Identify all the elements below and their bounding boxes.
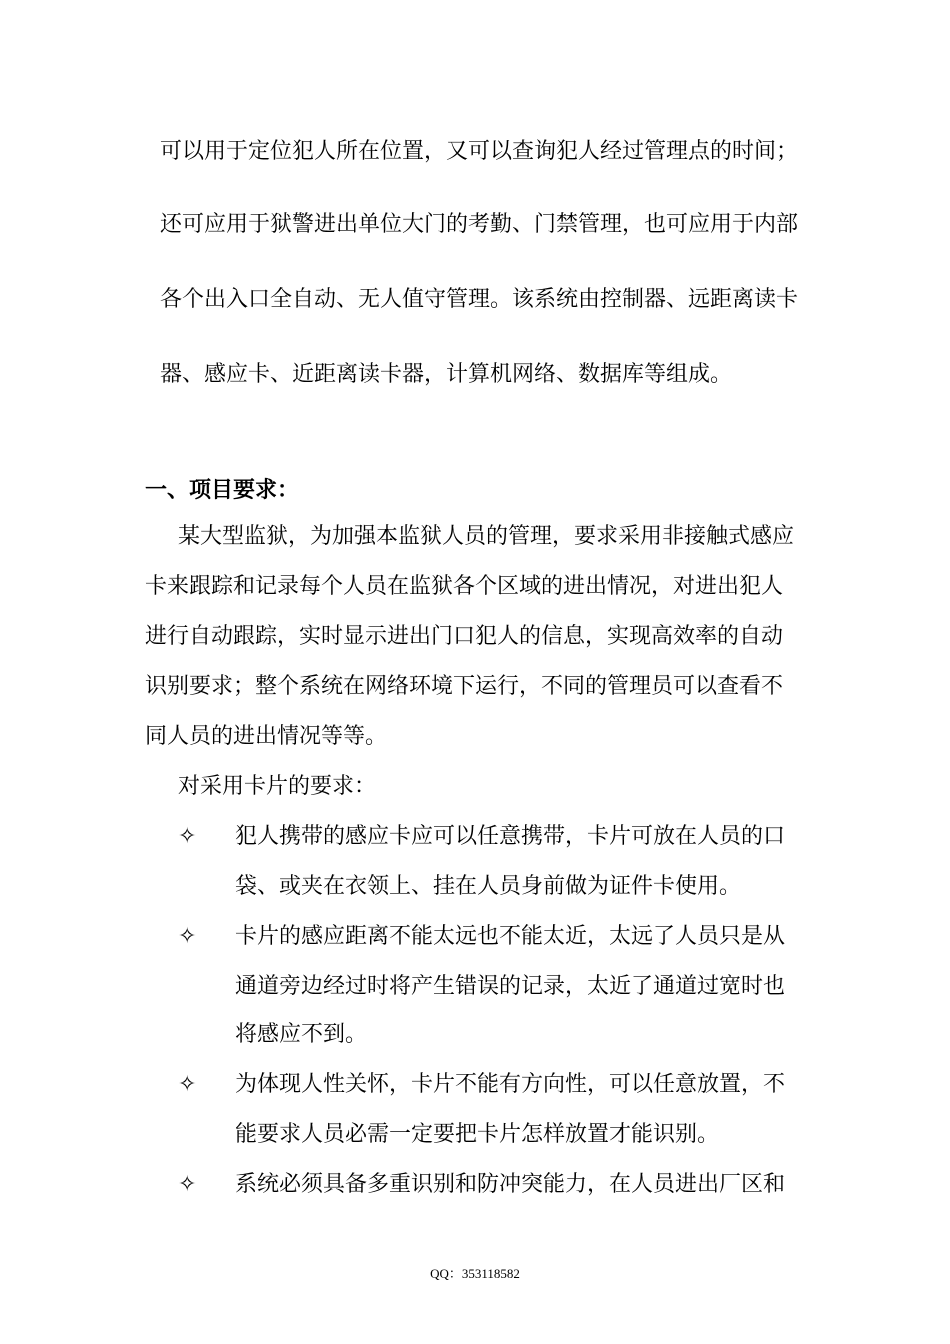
page-footer: QQ：353118582 (430, 1266, 520, 1281)
paragraph-line: 某大型监狱，为加强本监狱人员的管理，要求采用非接触式感应 (178, 524, 795, 549)
bullet-icon: ✧ (178, 1072, 197, 1097)
bullet-line: 将感应不到。 (235, 1022, 368, 1047)
intro-line: 器、感应卡、近距离读卡器，计算机网络、数据库等组成。 (160, 362, 733, 387)
intro-line: 各个出入口全自动、无人值守管理。该系统由控制器、远距离读卡 (160, 287, 799, 312)
bullet-line: 通道旁边经过时将产生错误的记录，太近了通道过宽时也 (235, 974, 786, 999)
bullet-line: 袋、或夹在衣领上、挂在人员身前做为证件卡使用。 (235, 874, 742, 899)
intro-line: 可以用于定位犯人所在位置，又可以查询犯人经过管理点的时间； (160, 139, 799, 164)
bullet-icon: ✧ (178, 1172, 197, 1197)
card-requirements-label: 对采用卡片的要求： (178, 774, 377, 799)
section-heading: 一、项目要求： (145, 477, 300, 503)
bullet-icon: ✧ (178, 924, 197, 949)
bullet-line: 为体现人性关怀，卡片不能有方向性，可以任意放置，不 (235, 1072, 786, 1097)
paragraph-line: 卡来跟踪和记录每个人员在监狱各个区域的进出情况，对进出犯人 (145, 574, 784, 599)
bullet-line: 卡片的感应距离不能太远也不能太近，太远了人员只是从 (235, 924, 786, 949)
paragraph-line: 识别要求；整个系统在网络环境下运行，不同的管理员可以查看不 (145, 674, 784, 699)
bullet-line: 能要求人员必需一定要把卡片怎样放置才能识别。 (235, 1122, 720, 1147)
bullet-icon: ✧ (178, 824, 197, 849)
bullet-line: 系统必须具备多重识别和防冲突能力，在人员进出厂区和 (235, 1172, 786, 1197)
paragraph-line: 同人员的进出情况等等。 (145, 724, 388, 749)
paragraph-line: 进行自动跟踪，实时显示进出门口犯人的信息，实现高效率的自动 (145, 624, 784, 649)
intro-line: 还可应用于狱警进出单位大门的考勤、门禁管理，也可应用于内部 (160, 212, 799, 237)
bullet-line: 犯人携带的感应卡应可以任意携带，卡片可放在人员的口 (235, 824, 786, 849)
